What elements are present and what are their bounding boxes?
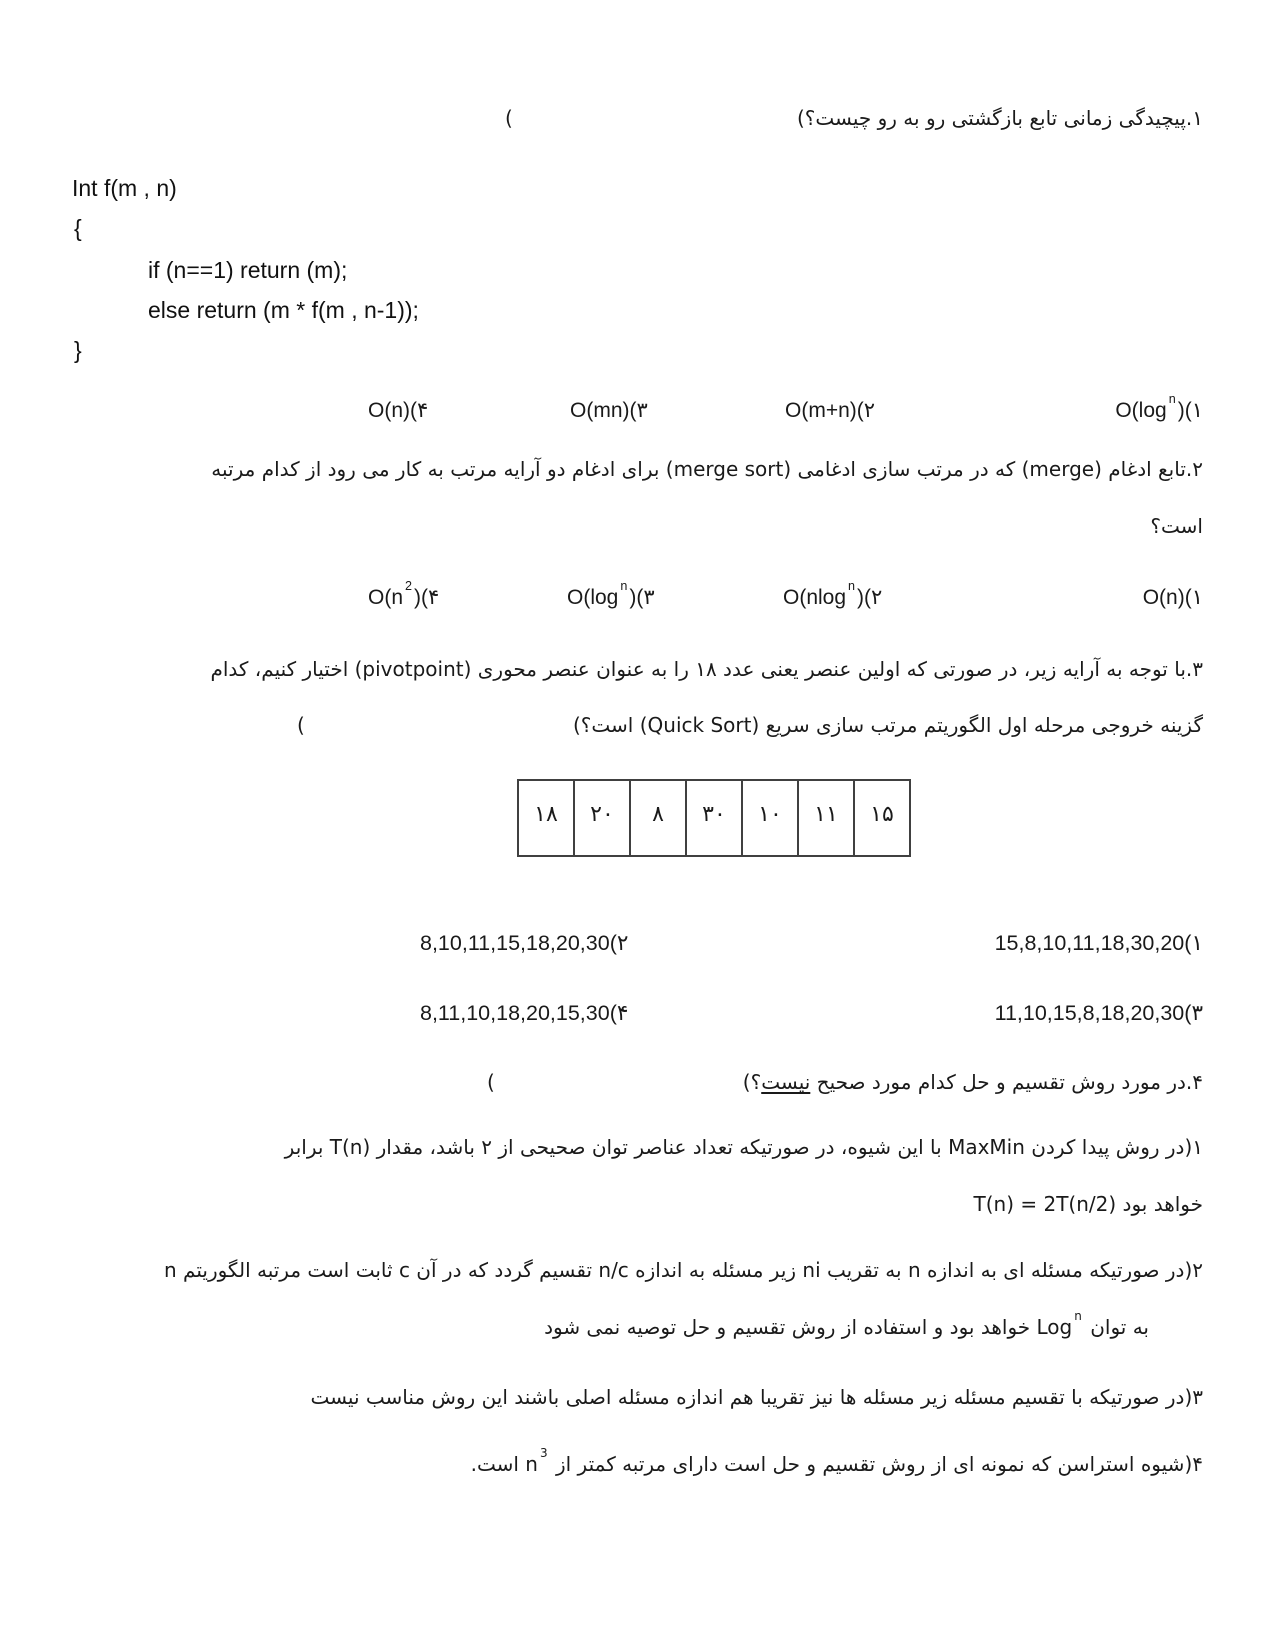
array-cell: ۸: [630, 780, 686, 856]
question-1-open-paren: (: [796, 106, 805, 130]
q4-option-2-line-2: به توان Log $^n$ خواهد بود و استفاده از روش تقسیم و حل توصیه نمی شود: [544, 1309, 1149, 1339]
array-cell: ۲۰: [574, 780, 630, 856]
q1-option-2: O(m+n)(۲: [785, 399, 876, 422]
question-1-answer-paren: (: [505, 106, 513, 130]
q4-option-2-line-1: ۲)در صورتیکه مسئله ای به اندازه n به تقریب ni زیر مسئله به اندازه n/c تقسیم گردد که در آن c ثابت است مرتبه الگوریتم n: [163, 1258, 1203, 1282]
q1-option-4: O(n)(۴: [368, 399, 429, 422]
question-1-text: [797, 104, 1203, 133]
question-3-line-2: گزینه خروجی مرحله اول الگوریتم مرتب سازی سریع (Quick Sort) است؟(: [572, 713, 1203, 737]
code-line-1: Int f(m , n): [72, 175, 177, 201]
table-row: [518, 780, 910, 856]
array-cell: ۱۸: [518, 780, 574, 856]
recurrence-formula: T(n) = 2T(n/2): [973, 1192, 1117, 1216]
q1-option-3: O(mn)(۳: [570, 399, 648, 422]
q1-option-1: $O(\log^n)(۱$: [1115, 391, 1203, 422]
array-cell: ۱۱: [798, 780, 854, 856]
question-3-answer-paren: (: [297, 713, 305, 737]
q4-option-1-line-1: ۱)در روش پیدا کردن MaxMin با این شیوه، در صورتیکه تعداد عناصر توان صحیحی از ۲ باشد، مقدار T(n) برابر: [284, 1135, 1203, 1159]
q4-option-4: ۴)شیوه استراسن که نمونه ای از روش تقسیم و حل است دارای مرتبه کمتر از n $^3$ است.: [470, 1446, 1203, 1476]
q3-option-3: 11,10,15,8,18,20,30(۳: [994, 1001, 1203, 1025]
code-line-5: }: [74, 337, 82, 363]
q2-option-2: O(nlog$^n$)(۲: [783, 578, 883, 609]
q3-option-4: 8,11,10,18,20,15,30(۴: [420, 1001, 629, 1025]
q2-option-4: $O(n^2)(۴$: [368, 578, 440, 609]
code-line-3: if (n==1) return (m);: [148, 257, 348, 283]
question-4-open-paren: (: [742, 1070, 751, 1094]
question-1-label: ۱.پیچیدگی زمانی تابع بازگشتی رو به رو چیست؟: [804, 106, 1203, 130]
array-cell: ۱۰: [742, 780, 798, 856]
question-3-open-paren: (: [572, 713, 581, 737]
question-4-text: ۴.در مورد روش تقسیم و حل کدام مورد صحیح نیست؟(: [742, 1070, 1203, 1094]
q4-option-1-line-2: T(n) = 2T(n/2) خواهد بود: [973, 1192, 1203, 1216]
underlined-word: نیست: [761, 1070, 811, 1094]
code-line-2: {: [74, 215, 82, 241]
question-4-answer-paren: (: [487, 1070, 495, 1094]
question-2-line-1: ۲.تابع ادغام (merge) که در مرتب سازی ادغامی (merge sort) برای ادغام دو آرایه مرتب به کار می رود از کدام مرتبه: [211, 457, 1203, 481]
array-cell: ۳۰: [686, 780, 742, 856]
q3-option-2: 8,10,11,15,18,20,30(۲: [420, 931, 629, 955]
array-cell: ۱۵: [854, 780, 910, 856]
q3-option-1: 15,8,10,11,18,30,20(۱: [994, 931, 1203, 955]
q4-option-3: ۳)در صورتیکه با تقسیم مسئله زیر مسئله ها نیز تقریبا هم اندازه مسئله اصلی باشند این روش مناسب نیست: [310, 1385, 1203, 1409]
q2-option-1: O(n)(۱: [1142, 586, 1203, 609]
q3-array-table: [517, 779, 911, 857]
question-3-line-1: ۳.با توجه به آرایه زیر، در صورتی که اولین عنصر یعنی عدد ۱۸ را به عنوان عنصر محوری (pivotpoint) اختیار کنیم، کدام: [210, 657, 1203, 681]
q2-option-3: $O(\log^n)(۳$: [567, 578, 655, 609]
code-line-4: else return (m * f(m , n-1));: [148, 297, 419, 323]
question-2-line-2: است؟: [1150, 514, 1203, 538]
